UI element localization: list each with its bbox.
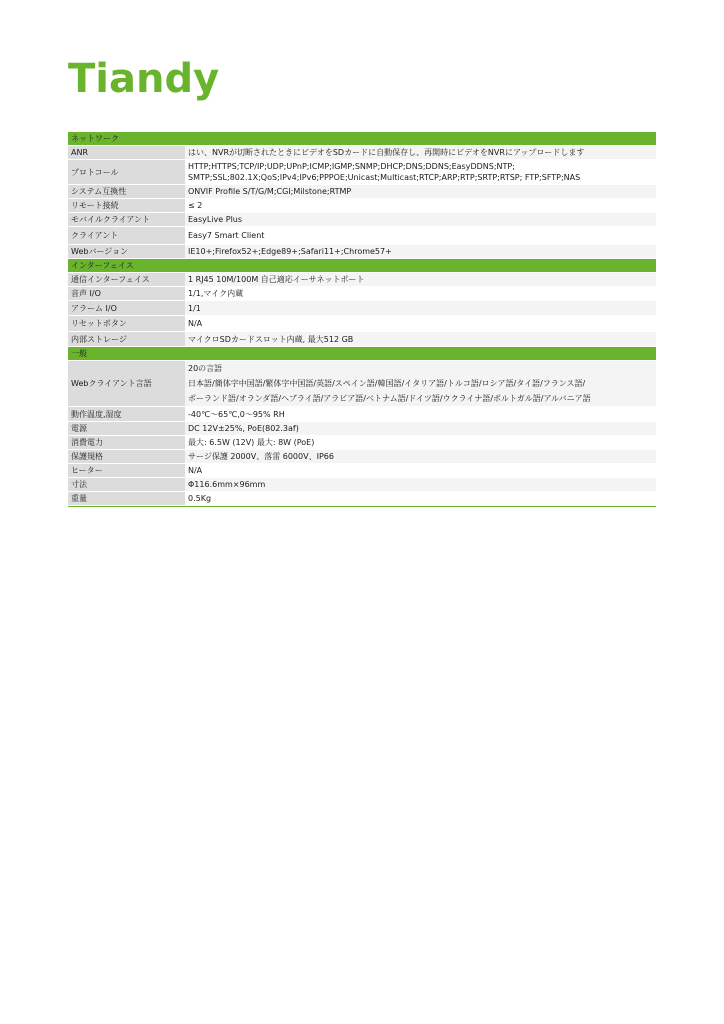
spec-value: 最大: 6.5W (12V) 最大: 8W (PoE) [185, 436, 656, 450]
spec-label: ヒーター [68, 464, 185, 478]
spec-value: DC 12V±25%, PoE(802.3af) [185, 422, 656, 436]
spec-value [185, 361, 656, 407]
spec-value: 0.5Kg [185, 492, 656, 506]
spec-value: ≤ 2 [185, 199, 656, 213]
spec-label: 重量 [68, 492, 185, 506]
spec-label: Webバージョン [68, 245, 185, 259]
spec-row-weblang [68, 361, 656, 407]
spec-value: IE10+;Firefox52+;Edge89+;Safari11+;Chrome57+ [185, 245, 656, 259]
spec-row-dimension [68, 478, 656, 492]
spec-value: Easy7 Smart Client [185, 227, 656, 245]
spec-label: リモート接続 [68, 199, 185, 213]
section-general [68, 347, 656, 361]
spec-row-protocol [68, 160, 656, 185]
section-title: 一般 [68, 347, 185, 361]
spec-label: 寸法 [68, 478, 185, 492]
spec-label: プロトコール [68, 160, 185, 185]
section-title: インターフェイス [68, 259, 185, 273]
spec-value: 1 RJ45 10M/100M 自己適応イーサネットポート [185, 273, 656, 287]
spec-row-weight [68, 492, 656, 506]
spec-label: アラーム I/O [68, 301, 185, 316]
spec-label: リセットボタン [68, 316, 185, 332]
spec-row-mobile [68, 213, 656, 227]
spec-value: はい、NVRが切断されたときにビデオをSDカードに自動保存し、再開時にビデオをNVRにアップロードします [185, 146, 656, 160]
spec-label: 通信インターフェイス [68, 273, 185, 287]
spec-row-alarm [68, 301, 656, 316]
spec-value-line: 20の言語 [188, 364, 223, 373]
spec-value: -40℃～65℃,0～95% RH [185, 407, 656, 422]
spec-row-heater [68, 464, 656, 478]
spec-label: Webクライアント言語 [68, 361, 185, 407]
spec-value-line: 日本語/簡体字中国語/繁体字中国語/英語/スペイン語/韓国語/イタリア語/トルコ語/ロシア語/タイ語/フランス語/ [188, 379, 586, 388]
spec-row-compat [68, 185, 656, 199]
spec-row-storage [68, 332, 656, 347]
section-network [68, 132, 656, 146]
spec-label: 消費電力 [68, 436, 185, 450]
spec-row-comm [68, 273, 656, 287]
spec-label: 電源 [68, 422, 185, 436]
spec-label: クライアント [68, 227, 185, 245]
spec-label: システム互換性 [68, 185, 185, 199]
spec-value: ONVIF Profile S/T/G/M;CGI;Milstone;RTMP [185, 185, 656, 199]
spec-row-web [68, 245, 656, 259]
tiandy-logo: Tiandy [68, 56, 220, 102]
spec-value: 1/1 [185, 301, 656, 316]
spec-value [185, 160, 656, 185]
spec-label: 保護規格 [68, 450, 185, 464]
spec-label: ANR [68, 146, 185, 160]
spec-label: 内部ストレージ [68, 332, 185, 347]
spec-row-power [68, 422, 656, 436]
spec-table [68, 132, 656, 506]
spec-value-line: ポーランド語/オランダ語/ヘブライ語/アラビア語/ベトナム語/ドイツ語/ウクライナ語/ポルトガル語/アルバニア語 [188, 394, 591, 403]
spec-value: サージ保護 2000V、落雷 6000V、IP66 [185, 450, 656, 464]
section-interface [68, 259, 656, 273]
spec-value: 1/1,マイク内蔵 [185, 287, 656, 301]
table-bottom-rule [68, 506, 656, 507]
spec-row-consumption [68, 436, 656, 450]
spec-row-reset [68, 316, 656, 332]
spec-value: EasyLive Plus [185, 213, 656, 227]
spec-value: Φ116.6mm×96mm [185, 478, 656, 492]
spec-label: 音声 I/O [68, 287, 185, 301]
spec-row-remote [68, 199, 656, 213]
spec-row-audio [68, 287, 656, 301]
section-title: ネットワーク [68, 132, 185, 146]
spec-row-anr [68, 146, 656, 160]
spec-row-temp [68, 407, 656, 422]
spec-row-protection [68, 450, 656, 464]
spec-value: マイクロSDカードスロット内蔵, 最大512 GB [185, 332, 656, 347]
spec-value-line: HTTP;HTTPS;TCP/IP;UDP;UPnP;ICMP;IGMP;SNMP;DHCP;DNS;DDNS;EasyDDNS;NTP; [188, 162, 515, 171]
spec-label: モバイルクライアント [68, 213, 185, 227]
spec-value: N/A [185, 464, 656, 478]
spec-value: N/A [185, 316, 656, 332]
spec-row-client [68, 227, 656, 245]
spec-value-line: SMTP;SSL;802.1X;QoS;IPv4;IPv6;PPPOE;Unicast;Multicast;RTCP;ARP;RTP;SRTP;RTSP; FTP;SFTP;NAS [188, 173, 581, 182]
spec-label: 動作温度,湿度 [68, 407, 185, 422]
